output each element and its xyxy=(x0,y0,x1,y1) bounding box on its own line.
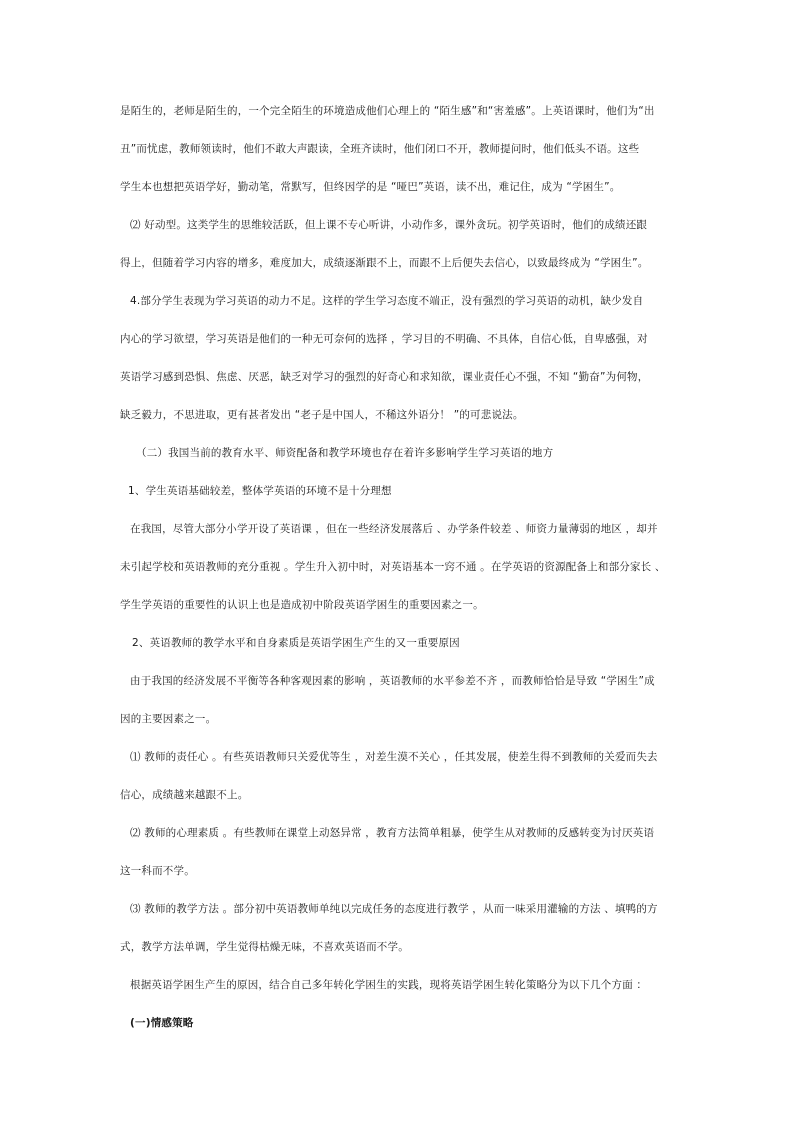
paragraph-line: ⑵ 好动型。这类学生的思维较活跃，但上课不专心听讲，小动作多，课外贪玩。初学英语时，他们的成绩还跟 xyxy=(130,219,648,231)
section-heading: （二）我国当前的教育水平、师资配备和教学环境也存在着许多影响学生学习英语的地方 xyxy=(136,447,554,459)
paragraph-line: ⑶ 教师的教学方法 。部分初中英语教师单纯以完成任务的态度进行教学 ，从而一味采用灌输的方法 、填鸭的方 xyxy=(130,903,658,915)
paragraph-line: 根据英语学困生产生的原因，结合自己多年转化学困生的实践，现将英语学困生转化策略分为以下几个方面 ： xyxy=(130,979,648,991)
paragraph-line: 信心，成绩越来越跟不上。 xyxy=(120,789,249,801)
subsection-heading: 2、英语教师的教学水平和自身素质是英语学困生产生的又一重要原因 xyxy=(132,637,460,649)
paragraph-line: 丑”而忧虑，教师领读时，他们不敢大声跟读，全班齐读时，他们闭口不开，教师提问时，他们低头不语。这些 xyxy=(120,143,640,155)
paragraph-line: 内心的学习欲望，学习英语是他们的一种无可奈何的选择 ，学习目的不明确、不具体，自信心低，自卑感强，对 xyxy=(120,333,648,345)
strategy-heading: (一)情感策略 xyxy=(130,1017,194,1029)
paragraph-line: 未引起学校和英语教师的充分重视 。学生升入初中时，对英语基本一窍不通 。在学英语的资源配备上和部分家长 、 xyxy=(120,561,666,573)
paragraph-line: 缺乏毅力，不思进取，更有甚者发出 “老子是中国人，不稀这外语分！ ”的可悲说法。 xyxy=(120,409,524,421)
paragraph-line: 由于我国的经济发展不平衡等各种客观因素的影响 ，英语教师的水平参差不齐 ，而教师恰恰是导致 “学困生”成 xyxy=(130,675,655,687)
subsection-heading: 1、学生英语基础较差，整体学英语的环境不是十分理想 xyxy=(128,485,392,497)
paragraph-line: 学生学英语的重要性的认识上也是造成初中阶段英语学困生的重要因素之一。 xyxy=(120,599,484,611)
paragraph-line: 是陌生的，老师是陌生的，一个完全陌生的环境造成他们心理上的 “陌生感”和“害羞感”。上英语课时，他们为“出 xyxy=(120,105,655,117)
paragraph-line: ⑵ 教师的心理素质 。有些教师在课堂上动怒异常 ，教育方法简单粗暴，使学生从对教师的反感转变为讨厌英语 xyxy=(130,827,655,839)
paragraph-line: 因的主要因素之一。 xyxy=(120,713,217,725)
paragraph-line: 得上，但随着学习内容的增多，难度加大，成绩逐渐跟不上，而跟不上后便失去信心，以致最终成为 “学困生”。 xyxy=(120,257,649,269)
paragraph-line: 4.部分学生表现为学习英语的动力不足。这样的学生学习态度不端正，没有强烈的学习英语的动机，缺少发自 xyxy=(130,295,644,307)
paragraph-line: 英语学习感到恐惧、焦虑、厌恶，缺乏对学习的强烈的好奇心和求知欲，课业责任心不强，不知 “勤奋”为何物， xyxy=(120,371,649,383)
paragraph-line: 式，教学方法单调，学生觉得枯燥无味，不喜欢英语而不学。 xyxy=(120,941,409,953)
paragraph-line: 在我国，尽管大部分小学开设了英语课 ，但在一些经济发展落后 、办学条件较差 、师资力量薄弱的地区 ，却并 xyxy=(130,523,658,535)
paragraph-line: 这一科而不学。 xyxy=(120,865,195,877)
paragraph-line: ⑴ 教师的责任心 。有些英语教师只关爱优等生 ，对差生漠不关心 ，任其发展，使差生得不到教师的关爱而失去 xyxy=(130,751,658,763)
paragraph-line: 学生本也想把英语学好，勤动笔，常默写，但终因学的是 “哑巴”英语，读不出，难记住，成为 “学困生”。 xyxy=(120,181,621,193)
